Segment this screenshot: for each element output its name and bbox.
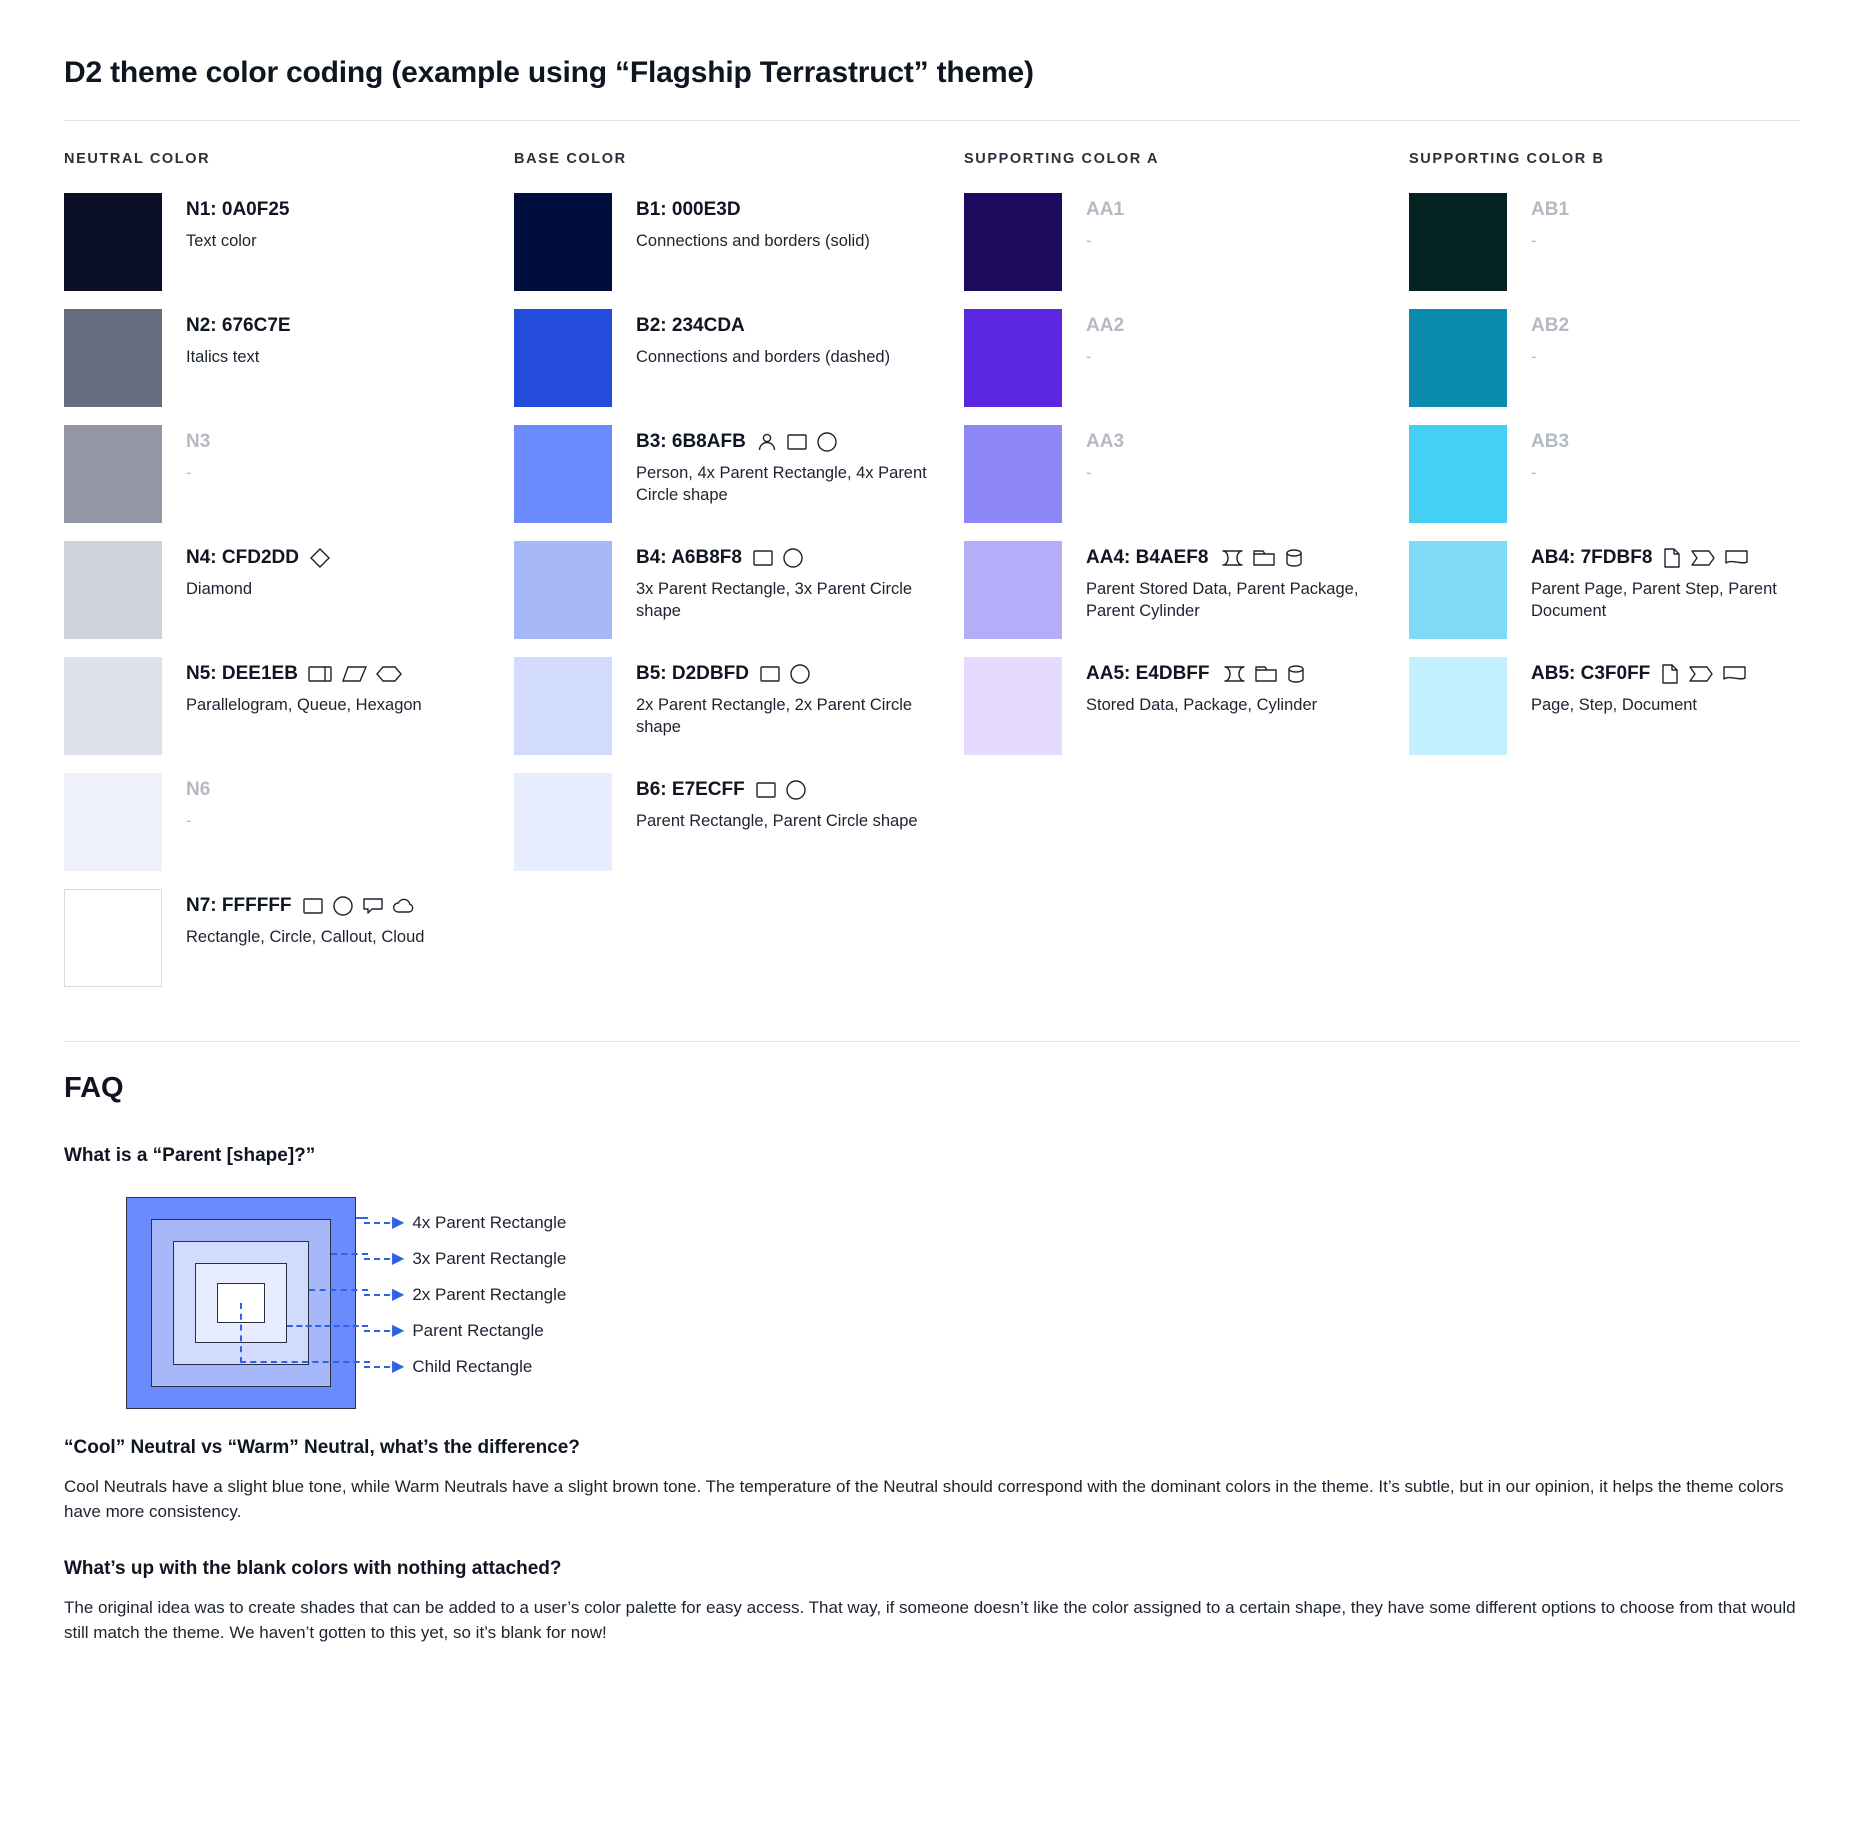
swatch-list bbox=[64, 193, 514, 987]
arrow-icon: ▶ bbox=[392, 1322, 405, 1339]
color-swatch bbox=[64, 425, 162, 523]
swatch-row bbox=[514, 309, 964, 407]
color-columns bbox=[64, 151, 1800, 1005]
swatch-label bbox=[1086, 663, 1317, 686]
nest-connector-child bbox=[240, 1303, 370, 1363]
swatch-code: N5: DEE1EB bbox=[186, 663, 298, 684]
swatch-description: Diamond bbox=[186, 579, 253, 598]
swatch-code: N4: CFD2DD bbox=[186, 547, 299, 568]
swatch-list bbox=[514, 193, 964, 871]
parent-shape-diagram bbox=[64, 1183, 1800, 1393]
nest-dash bbox=[364, 1258, 390, 1260]
swatch-code: AB3 bbox=[1531, 431, 1570, 452]
swatch-text bbox=[1507, 541, 1829, 622]
nest-label-list bbox=[364, 1205, 566, 1385]
swatch-row bbox=[1409, 425, 1829, 523]
swatch-text bbox=[1507, 193, 1569, 252]
swatch-text bbox=[162, 773, 210, 832]
callout-icon bbox=[362, 896, 384, 916]
swatch-label bbox=[1531, 315, 1569, 338]
swatch-code: B3: 6B8AFB bbox=[636, 431, 746, 452]
circle-icon bbox=[785, 779, 807, 801]
swatch-text bbox=[612, 193, 870, 252]
column-neutral-color bbox=[64, 151, 514, 1005]
cylinder-icon bbox=[1286, 664, 1306, 684]
swatch-code: AB4: 7FDBF8 bbox=[1531, 547, 1653, 568]
swatch-code: N7: FFFFFF bbox=[186, 895, 292, 916]
nest-connector-3x bbox=[331, 1253, 368, 1255]
swatch-label bbox=[636, 547, 936, 570]
faq-divider bbox=[64, 1041, 1800, 1042]
swatch-description: - bbox=[1086, 231, 1092, 250]
swatch-text bbox=[1062, 657, 1317, 716]
faq-answer-2: Cool Neutrals have a slight blue tone, while Warm Neutrals have a slight brown tone. The temperature of the Neutral should correspond with the dominant colors in the theme. It’s subtle, but in our opinion, it helps the theme colors have more consistency. bbox=[64, 1477, 1784, 1521]
color-swatch bbox=[1409, 309, 1507, 407]
swatch-code: AB5: C3F0FF bbox=[1531, 663, 1651, 684]
swatch-code: AA1 bbox=[1086, 199, 1125, 220]
document-icon bbox=[1722, 664, 1748, 684]
color-swatch bbox=[64, 657, 162, 755]
column-heading: SUPPORTING COLOR B bbox=[1409, 151, 1605, 167]
swatch-label bbox=[1531, 199, 1569, 222]
page-icon bbox=[1660, 663, 1680, 685]
parallelogram-icon bbox=[342, 664, 368, 684]
swatch-text bbox=[162, 541, 331, 600]
column-heading: SUPPORTING COLOR A bbox=[964, 151, 1160, 167]
swatch-code: AA5: E4DBFF bbox=[1086, 663, 1210, 684]
swatch-code: B1: 000E3D bbox=[636, 199, 741, 220]
swatch-description: - bbox=[186, 463, 192, 482]
shape-icon-group bbox=[308, 664, 402, 684]
nest-label-text: 2x Parent Rectangle bbox=[412, 1285, 567, 1304]
swatch-description: Rectangle, Circle, Callout, Cloud bbox=[186, 927, 425, 946]
swatch-row bbox=[64, 889, 514, 987]
swatch-row bbox=[964, 541, 1409, 639]
swatch-label bbox=[1531, 663, 1748, 686]
column-base-color bbox=[514, 151, 964, 889]
swatch-label bbox=[1531, 547, 1829, 570]
arrow-icon: ▶ bbox=[392, 1214, 405, 1231]
swatch-label bbox=[636, 199, 870, 222]
swatch-code: AA3 bbox=[1086, 431, 1125, 452]
nest-dash bbox=[364, 1222, 390, 1224]
color-swatch bbox=[1409, 541, 1507, 639]
arrow-icon: ▶ bbox=[392, 1250, 405, 1267]
swatch-code: B5: D2DBFD bbox=[636, 663, 749, 684]
swatch-text bbox=[612, 657, 936, 738]
swatch-row bbox=[514, 425, 964, 523]
step-icon bbox=[1688, 664, 1714, 684]
step-icon bbox=[1690, 548, 1716, 568]
nest-label bbox=[364, 1241, 566, 1277]
swatch-list bbox=[1409, 193, 1829, 755]
swatch-text bbox=[162, 425, 210, 484]
swatch-row bbox=[1409, 309, 1829, 407]
color-swatch bbox=[64, 889, 162, 987]
swatch-label bbox=[636, 431, 936, 454]
shape-icon-group bbox=[752, 547, 804, 569]
nest-connector-2x bbox=[309, 1289, 368, 1291]
rectangle-icon bbox=[752, 548, 774, 568]
swatch-description: Connections and borders (dashed) bbox=[636, 347, 891, 366]
swatch-list bbox=[964, 193, 1409, 755]
faq-question-3: What’s up with the blank colors with nothing attached? bbox=[64, 1558, 562, 1580]
swatch-label bbox=[1086, 431, 1124, 454]
swatch-description: - bbox=[1531, 463, 1537, 482]
swatch-label bbox=[186, 315, 291, 338]
swatch-label bbox=[1086, 547, 1386, 570]
swatch-text bbox=[1062, 309, 1124, 368]
swatch-code: N2: 676C7E bbox=[186, 315, 291, 336]
swatch-description: - bbox=[186, 811, 192, 830]
column-supporting-color-b bbox=[1409, 151, 1829, 773]
shape-icon-group bbox=[1220, 664, 1306, 684]
swatch-description: - bbox=[1086, 463, 1092, 482]
rectangle-icon bbox=[302, 896, 324, 916]
color-swatch bbox=[514, 657, 612, 755]
swatch-text bbox=[1062, 541, 1386, 622]
swatch-label bbox=[186, 663, 422, 686]
swatch-row bbox=[1409, 193, 1829, 291]
swatch-row bbox=[514, 193, 964, 291]
swatch-label bbox=[1086, 315, 1124, 338]
swatch-code: N3 bbox=[186, 431, 211, 452]
swatch-description: Parent Stored Data, Parent Package, Parent Cylinder bbox=[1086, 579, 1359, 621]
diamond-icon bbox=[309, 547, 331, 569]
color-swatch bbox=[514, 193, 612, 291]
swatch-code: AB2 bbox=[1531, 315, 1570, 336]
swatch-row bbox=[64, 541, 514, 639]
cylinder-icon bbox=[1284, 548, 1304, 568]
column-supporting-color-a bbox=[964, 151, 1409, 773]
shape-icon-group bbox=[309, 547, 331, 569]
color-swatch bbox=[964, 657, 1062, 755]
swatch-text bbox=[612, 309, 890, 368]
swatch-code: B6: E7ECFF bbox=[636, 779, 745, 800]
nest-label-text: 3x Parent Rectangle bbox=[412, 1249, 567, 1268]
swatch-description: Page, Step, Document bbox=[1531, 695, 1698, 714]
swatch-text bbox=[162, 657, 422, 716]
swatch-description: - bbox=[1531, 347, 1537, 366]
swatch-description: 3x Parent Rectangle, 3x Parent Circle shape bbox=[636, 579, 913, 621]
swatch-description: - bbox=[1086, 347, 1092, 366]
swatch-text bbox=[612, 541, 936, 622]
nest-label bbox=[364, 1313, 566, 1349]
color-swatch bbox=[514, 773, 612, 871]
shape-icon-group bbox=[1660, 663, 1748, 685]
circle-icon bbox=[782, 547, 804, 569]
color-swatch bbox=[964, 541, 1062, 639]
color-swatch bbox=[1409, 657, 1507, 755]
swatch-code: N6 bbox=[186, 779, 211, 800]
swatch-label bbox=[186, 779, 210, 802]
circle-icon bbox=[816, 431, 838, 453]
swatch-text bbox=[612, 425, 936, 506]
faq-heading: FAQ bbox=[64, 1072, 124, 1104]
cloud-icon bbox=[392, 896, 418, 916]
color-swatch bbox=[1409, 193, 1507, 291]
faq-question-1: What is a “Parent [shape]?” bbox=[64, 1145, 316, 1166]
swatch-code: AA4: B4AEF8 bbox=[1086, 547, 1209, 568]
swatch-description: Stored Data, Package, Cylinder bbox=[1086, 695, 1318, 714]
page-title: D2 theme color coding (example using “Flagship Terrastruct” theme) bbox=[64, 56, 1034, 89]
swatch-code: N1: 0A0F25 bbox=[186, 199, 290, 220]
swatch-label bbox=[1086, 199, 1124, 222]
swatch-row bbox=[514, 657, 964, 755]
color-swatch bbox=[964, 193, 1062, 291]
swatch-row bbox=[514, 773, 964, 871]
nest-label-text: Parent Rectangle bbox=[412, 1321, 544, 1340]
nest-label bbox=[364, 1277, 566, 1313]
swatch-row bbox=[964, 425, 1409, 523]
arrow-icon: ▶ bbox=[392, 1358, 405, 1375]
arrow-icon: ▶ bbox=[392, 1286, 405, 1303]
swatch-description: Parallelogram, Queue, Hexagon bbox=[186, 695, 422, 714]
swatch-code: B4: A6B8F8 bbox=[636, 547, 742, 568]
column-heading: BASE COLOR bbox=[514, 151, 627, 167]
nest-dash bbox=[364, 1366, 390, 1368]
swatch-row bbox=[64, 773, 514, 871]
swatch-description: Text color bbox=[186, 231, 257, 250]
swatch-code: B2: 234CDA bbox=[636, 315, 745, 336]
swatch-row bbox=[64, 193, 514, 291]
shape-icon-group bbox=[759, 663, 811, 685]
swatch-label bbox=[636, 663, 936, 686]
rectangle-icon bbox=[755, 780, 777, 800]
swatch-row bbox=[964, 193, 1409, 291]
swatch-text bbox=[1507, 309, 1569, 368]
swatch-description: Italics text bbox=[186, 347, 260, 366]
swatch-row bbox=[964, 657, 1409, 755]
color-swatch bbox=[964, 425, 1062, 523]
swatch-row bbox=[1409, 657, 1829, 755]
color-swatch bbox=[514, 309, 612, 407]
swatch-label bbox=[186, 431, 210, 454]
color-swatch bbox=[1409, 425, 1507, 523]
color-swatch bbox=[64, 193, 162, 291]
document-icon bbox=[1724, 548, 1750, 568]
queue-icon bbox=[308, 664, 334, 684]
package-icon bbox=[1252, 548, 1276, 568]
swatch-description: Parent Page, Parent Step, Parent Document bbox=[1531, 579, 1777, 621]
swatch-text bbox=[1062, 193, 1124, 252]
color-swatch bbox=[64, 773, 162, 871]
rectangle-icon bbox=[759, 664, 781, 684]
shape-icon-group bbox=[1218, 548, 1304, 568]
circle-icon bbox=[789, 663, 811, 685]
swatch-row bbox=[64, 425, 514, 523]
nest-dash bbox=[364, 1330, 390, 1332]
rectangle-icon bbox=[786, 432, 808, 452]
color-swatch bbox=[964, 309, 1062, 407]
faq-question-2: “Cool” Neutral vs “Warm” Neutral, what’s the difference? bbox=[64, 1437, 580, 1458]
swatch-row bbox=[64, 309, 514, 407]
package-icon bbox=[1254, 664, 1278, 684]
shape-icon-group bbox=[302, 895, 418, 917]
color-swatch bbox=[64, 309, 162, 407]
swatch-text bbox=[162, 193, 290, 252]
column-heading: NEUTRAL COLOR bbox=[64, 151, 211, 167]
swatch-code: AA2 bbox=[1086, 315, 1125, 336]
swatch-text bbox=[162, 889, 424, 948]
swatch-text bbox=[162, 309, 291, 368]
swatch-description: - bbox=[1531, 231, 1537, 250]
swatch-text bbox=[612, 773, 918, 832]
shape-icon-group bbox=[1662, 547, 1750, 569]
hexagon-icon bbox=[376, 664, 402, 684]
page-icon bbox=[1662, 547, 1682, 569]
stored-data-icon bbox=[1220, 664, 1246, 684]
swatch-row bbox=[64, 657, 514, 755]
nest-dash bbox=[364, 1294, 390, 1296]
swatch-description: Connections and borders (solid) bbox=[636, 231, 870, 250]
swatch-label bbox=[1531, 431, 1569, 454]
swatch-text bbox=[1507, 657, 1748, 716]
swatch-label bbox=[186, 547, 331, 570]
nest-label bbox=[364, 1349, 566, 1385]
faq-answer-3: The original idea was to create shades that can be added to a user’s color palette for easy access. That way, if someone doesn’t like the color assigned to a certain shape, they have some different options to choose from that would still match the theme. We haven’t gotten to this yet, so it’s blank for now! bbox=[64, 1598, 1796, 1642]
circle-icon bbox=[332, 895, 354, 917]
shape-icon-group bbox=[756, 431, 838, 453]
color-swatch bbox=[514, 425, 612, 523]
swatch-row bbox=[964, 309, 1409, 407]
swatch-description: 2x Parent Rectangle, 2x Parent Circle shape bbox=[636, 695, 913, 737]
shape-icon-group bbox=[755, 779, 807, 801]
swatch-row bbox=[514, 541, 964, 639]
swatch-text bbox=[1062, 425, 1124, 484]
swatch-code: AB1 bbox=[1531, 199, 1570, 220]
nest-label-text: Child Rectangle bbox=[412, 1357, 533, 1376]
swatch-row bbox=[1409, 541, 1829, 639]
stored-data-icon bbox=[1218, 548, 1244, 568]
color-swatch bbox=[64, 541, 162, 639]
color-swatch bbox=[514, 541, 612, 639]
swatch-label bbox=[636, 779, 918, 802]
swatch-description: Person, 4x Parent Rectangle, 4x Parent Circle shape bbox=[636, 463, 927, 505]
title-divider bbox=[64, 120, 1800, 121]
swatch-label bbox=[186, 895, 424, 918]
swatch-description: Parent Rectangle, Parent Circle shape bbox=[636, 811, 918, 830]
nest-label-text: 4x Parent Rectangle bbox=[412, 1213, 567, 1232]
nest-label bbox=[364, 1205, 566, 1241]
person-icon bbox=[756, 431, 778, 453]
swatch-label bbox=[636, 315, 890, 338]
swatch-label bbox=[186, 199, 290, 222]
swatch-text bbox=[1507, 425, 1569, 484]
